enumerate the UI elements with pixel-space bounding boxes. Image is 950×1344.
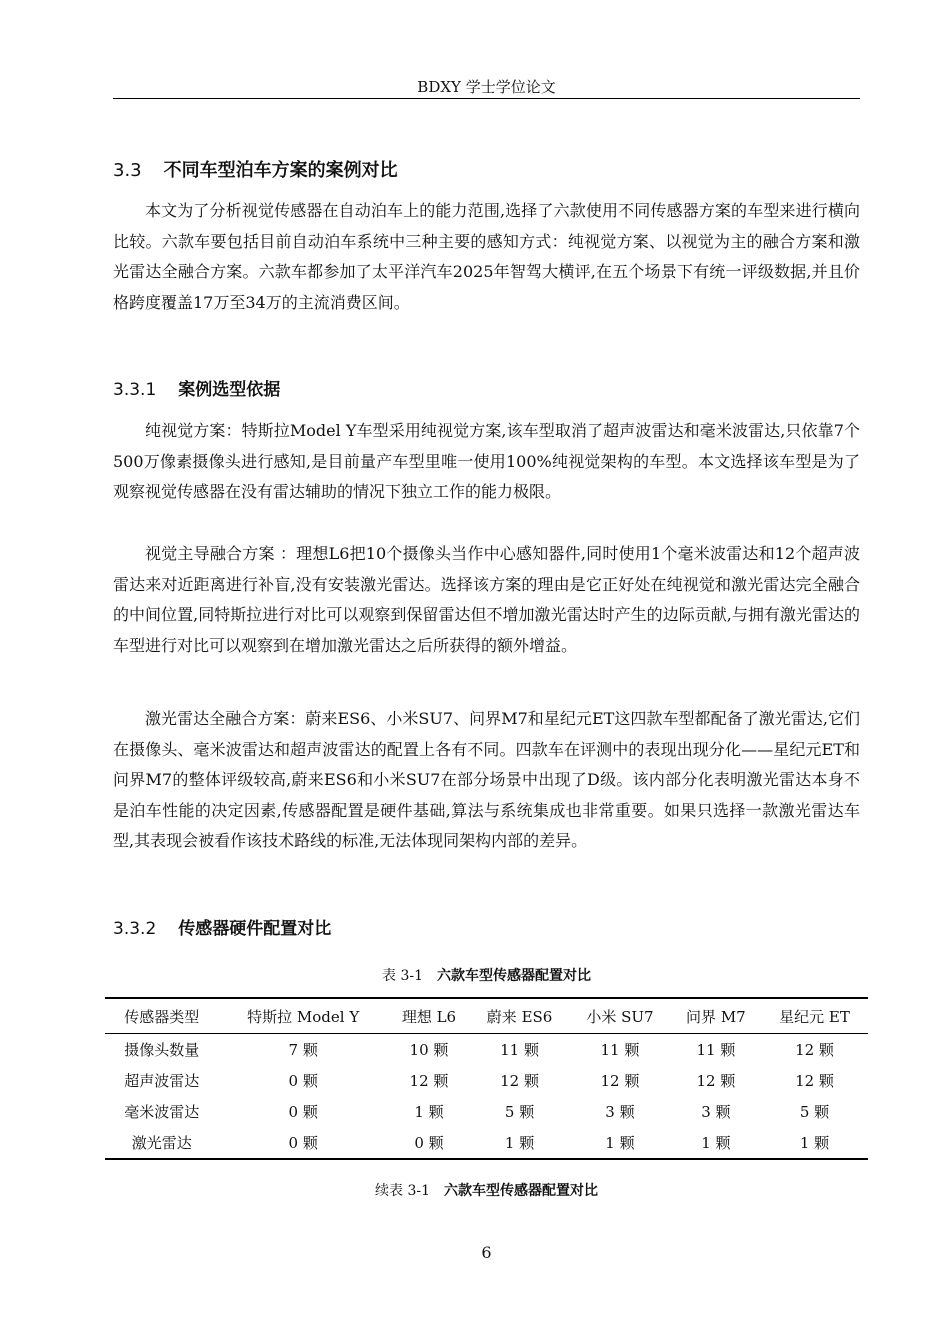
table-cell: 0 颗 [288, 1072, 318, 1090]
table-cell: 1 颗 [504, 1134, 535, 1152]
table-header-cell: 问界 M7 [686, 1007, 746, 1026]
table-cell: 摄像头数量 [124, 1041, 200, 1059]
table-cell: 5 颗 [504, 1103, 535, 1121]
running-header: BDXY 学士学位论文 [417, 78, 556, 96]
section-title: 不同车型泊车方案的案例对比 [163, 160, 398, 181]
subsection-title-1: 案例选型依据 [178, 380, 281, 400]
table-header-cell: 星纪元 ET [779, 1007, 850, 1026]
section-number: 3.3 [113, 160, 142, 181]
page-number: 6 [481, 1243, 492, 1262]
table-cell: 0 颗 [288, 1103, 318, 1121]
table-row [105, 1127, 868, 1159]
table-cell: 7 颗 [288, 1041, 318, 1059]
table-cell: 12 颗 [795, 1041, 834, 1059]
table-header-cell: 小米 SU7 [586, 1007, 654, 1026]
table-caption [113, 966, 860, 986]
continued-caption-number: 续表 3-1 [375, 1183, 430, 1199]
table-cell: 激光雷达 [131, 1134, 192, 1152]
paragraph-pure-vision: 纯视觉方案：特斯拉Model Y车型采用纯视觉方案,该车型取消了超声波雷达和毫米波雷达,只依靠7个500万像素摄像头进行感知,是目前量产车型里唯一使用100%纯视觉架构的车型。本文选择该车型是为了观察视觉传感器在没有雷达辅助的情况下独立工作的能力极限。 [113, 421, 860, 502]
intro-paragraph: 本文为了分析视觉传感器在自动泊车上的能力范围,选择了六款使用不同传感器方案的车型来进行横向比较。六款车要包括目前自动泊车系统中三种主要的感知方式：纯视觉方案、以视觉为主的融合方案和激光雷达全融合方案。六款车都参加了太平洋汽车2025年智驾大横评,在五个场景下有统一评级数据,并且价格跨度覆盖17万至34万的主流消费区间。 [113, 201, 860, 312]
table-header-cell: 特斯拉 Model Y [247, 1007, 360, 1026]
section-heading [113, 158, 860, 184]
table-cell: 3 颗 [605, 1103, 635, 1121]
continued-caption-title: 六款车型传感器配置对比 [444, 1183, 598, 1199]
table-cell: 10 颗 [409, 1041, 449, 1059]
table-cell: 0 颗 [288, 1134, 318, 1152]
table-cell: 1 颗 [605, 1134, 635, 1152]
table-cell: 11 颗 [500, 1041, 539, 1059]
table-row [105, 1065, 868, 1096]
header-rule [113, 98, 860, 99]
table-caption-title: 六款车型传感器配置对比 [437, 968, 591, 984]
table-row [105, 1034, 868, 1066]
table-cell: 0 颗 [414, 1134, 444, 1152]
subsection-heading-1 [113, 377, 860, 403]
table-header-cell: 理想 L6 [401, 1007, 457, 1026]
subsection-title-2: 传感器硬件配置对比 [178, 919, 332, 939]
paragraph-vision-fusion: 视觉主导融合方案 ：理想L6把10个摄像头当作中心感知器件,同时使用1个毫米波雷达和12个超声波雷达来对近距离进行补盲,没有安装激光雷达。选择该方案的理由是它正好处在纯视觉和激光雷达完全融合的中间位置,同特斯拉进行对比可以观察到保留雷达但不增加激光雷达时产生的边际贡献,与拥有激光雷达的车型进行对比可以观察到在增加激光雷达之后所获得的额外增益。 [113, 544, 860, 655]
table-cell: 3 颗 [701, 1103, 731, 1121]
table-cell: 1 颗 [799, 1134, 830, 1152]
subsection-number-1: 3.3.1 [113, 380, 157, 400]
table-cell: 1 颗 [701, 1134, 731, 1152]
subsection-number-2: 3.3.2 [113, 919, 157, 939]
sensor-config-table [105, 997, 868, 1160]
table-cell: 12 颗 [795, 1072, 834, 1090]
table-cell: 超声波雷达 [124, 1072, 200, 1090]
continued-table-caption [113, 1181, 860, 1201]
table-cell: 11 颗 [696, 1041, 736, 1059]
table-row [105, 1096, 868, 1127]
subsection-heading-2 [113, 916, 860, 942]
table-cell: 11 颗 [600, 1041, 640, 1059]
table-cell: 12 颗 [696, 1072, 736, 1090]
table-cell: 12 颗 [409, 1072, 449, 1090]
table-header-cell: 蔚来 ES6 [486, 1007, 553, 1026]
table-caption-number: 表 3-1 [382, 968, 423, 984]
table-cell: 12 颗 [600, 1072, 640, 1090]
table-cell: 12 颗 [500, 1072, 539, 1090]
table-header-cell: 传感器类型 [124, 1007, 200, 1026]
table-cell: 5 颗 [799, 1103, 830, 1121]
paragraph-lidar-fusion: 激光雷达全融合方案：蔚来ES6、小米SU7、问界M7和星纪元ET这四款车型都配备了激光雷达,它们在摄像头、毫米波雷达和超声波雷达的配置上各有不同。四款车在评测中的表现出现分化——星纪元ET和问界M7的整体评级较高,蔚来ES6和小米SU7在部分场景中出现了D级。该内部分化表明激光雷达本身不是泊车性能的决定因素,传感器配置是硬件基础,算法与系统集成也非常重要。如果只选择一款激光雷达车型,其表现会被看作该技术路线的标准,无法体现同架构内部的差异。 [113, 709, 860, 851]
table-cell: 1 颗 [414, 1103, 444, 1121]
table-cell: 毫米波雷达 [124, 1103, 200, 1121]
table-header-row [105, 998, 868, 1034]
